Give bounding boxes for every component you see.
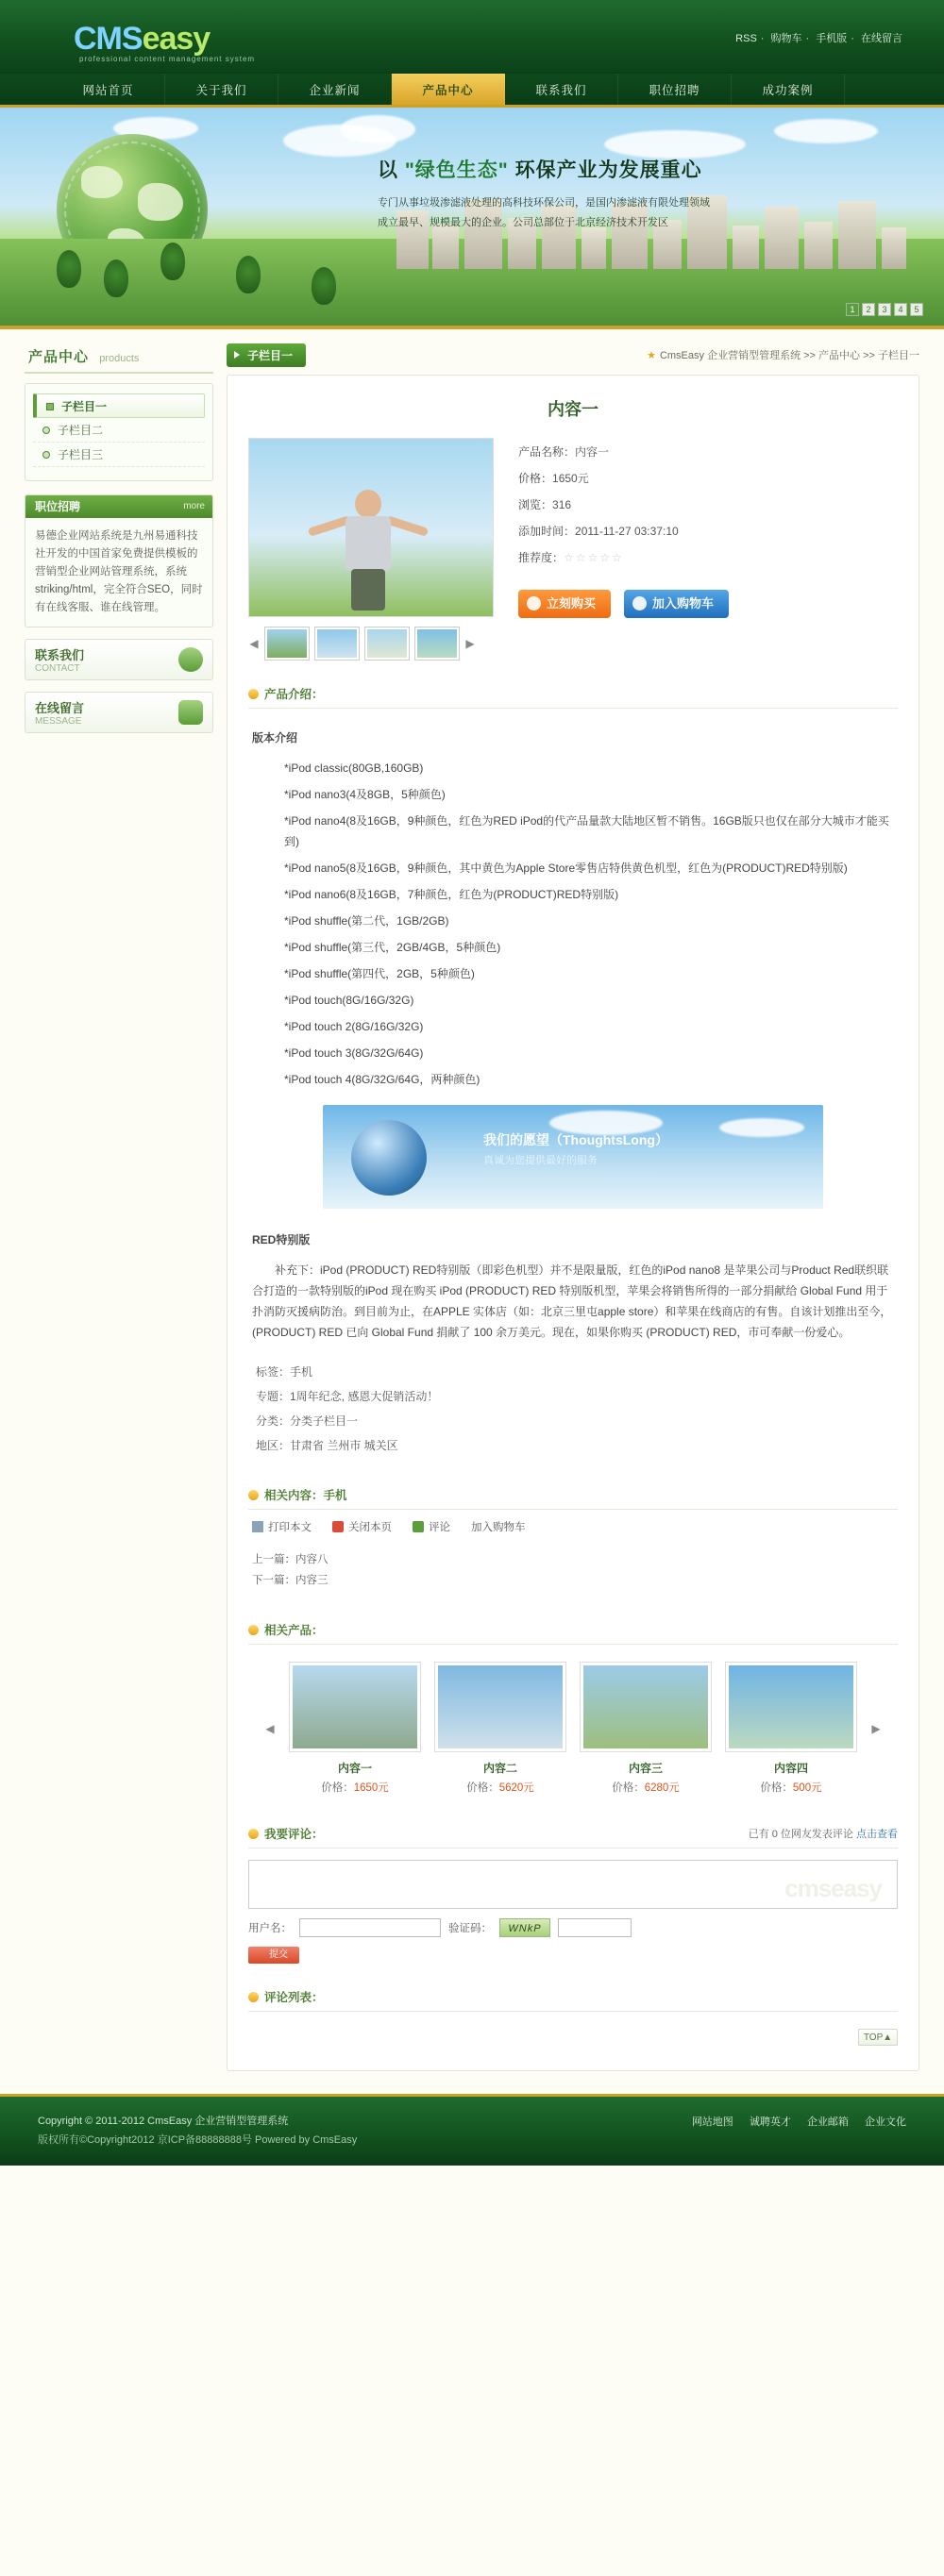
article-h2: RED特别版: [252, 1233, 311, 1246]
top-links: RSS · 购物车 · 手机版 · 在线留言: [735, 33, 902, 44]
purchase-buttons: [518, 590, 898, 618]
top-link-rss[interactable]: RSS: [735, 33, 757, 44]
comment-textarea[interactable]: [248, 1860, 898, 1909]
close-label: 关闭本页: [348, 1522, 392, 1533]
related-product-image[interactable]: [725, 1662, 857, 1752]
comment-form: [248, 1860, 898, 1964]
info-row-rating: [518, 549, 898, 565]
related-products-carousel: [248, 1645, 898, 1800]
info-row-name: [518, 443, 898, 460]
site-header: [0, 0, 944, 74]
info-label-price: 价格：: [518, 472, 553, 485]
price-value: 1650元: [353, 1782, 389, 1794]
banner-headline-highlight: "绿色生态": [404, 159, 509, 181]
banner-headline: [378, 155, 868, 183]
captcha-label: 验证码：: [448, 1923, 492, 1934]
list-item: *iPod touch 3(8G/32G/64G): [284, 1046, 424, 1060]
page-title: 内容一: [548, 400, 598, 419]
banner-dot-3[interactable]: 3: [878, 303, 891, 316]
inline-promo-banner: [323, 1105, 823, 1209]
list-item: *iPod nano4(8及16GB，9种颜色，红色为RED iPod的代产品量款大陆地区暂不销售。16GB版只也仅在部分大城市才能买到): [284, 814, 889, 848]
info-label-views: 浏览：: [518, 498, 553, 511]
sidebar-message-en: MESSAGE: [35, 716, 82, 727]
list-item: *iPod touch 2(8G/16G/32G): [284, 1020, 424, 1033]
dot-bullet-icon: [42, 451, 50, 459]
nav-item-products[interactable]: 产品中心: [392, 74, 505, 105]
price-value: 6280元: [644, 1782, 680, 1794]
thumbnail-strip: [248, 627, 494, 661]
meta-region: 地区：甘肃省 兰州市 城关区: [256, 1439, 398, 1452]
promo-caption: Our products - dependable provide the best service: [483, 1175, 655, 1183]
price-label: 价格：: [321, 1782, 354, 1794]
intro-section-header: [248, 685, 898, 709]
sidebar-title-text: 产品中心: [28, 349, 90, 365]
star-icon: ★: [647, 350, 656, 361]
submit-comment-button[interactable]: 提交: [248, 1947, 299, 1964]
promo-subtitle: 真诚为您提供最好的服务: [483, 1155, 598, 1166]
main-nav: [0, 74, 944, 108]
promo-globe-icon: [351, 1120, 427, 1196]
hero-banner: [0, 108, 944, 329]
top-link-message[interactable]: 在线留言: [861, 33, 902, 44]
price-value: 5620元: [498, 1782, 534, 1794]
thumbs-prev-arrow[interactable]: ◀: [249, 637, 259, 650]
rating-stars[interactable]: ☆☆☆☆☆: [564, 551, 624, 564]
product-top: [248, 438, 898, 661]
close-action[interactable]: [332, 1519, 392, 1534]
sidebar-item-cat-3[interactable]: [33, 443, 205, 467]
comment-icon: [413, 1521, 424, 1532]
banner-headline-pre: 以: [378, 159, 405, 181]
list-item: *iPod shuffle(第四代，2GB，5种颜色): [284, 967, 475, 980]
sidebar-item-label: 子栏目三: [58, 448, 104, 461]
watermark-text: cmseasy: [784, 1874, 882, 1902]
info-label-rating: 推荐度：: [518, 551, 565, 564]
add-to-cart-button[interactable]: 加入购物车: [624, 590, 729, 618]
info-value-price: 1650元: [552, 472, 589, 485]
related-product-price: [434, 1780, 566, 1795]
comment-label: 评论: [429, 1522, 450, 1533]
banner-para-2: 成立最早、规模最大的企业。公司总部位于北京经济技术开发区: [378, 217, 668, 228]
related-product-price: [725, 1780, 857, 1795]
intro-heading-text: 产品介绍：: [264, 688, 324, 701]
banner-dot-4[interactable]: 4: [894, 303, 907, 316]
sidebar-item-label: 子栏目二: [58, 424, 104, 437]
comment-action[interactable]: [413, 1519, 450, 1534]
related-content-label: 相关内容：手机: [264, 1489, 347, 1502]
close-icon: [332, 1521, 344, 1532]
banner-dot-2[interactable]: 2: [862, 303, 875, 316]
print-action[interactable]: [252, 1519, 312, 1534]
recruit-card-header: [25, 495, 212, 518]
comment-heading: 我要评论：: [264, 1828, 324, 1841]
product-info: [518, 438, 898, 661]
related-content-header: [248, 1486, 898, 1510]
related-product-price: [289, 1780, 421, 1795]
banner-pager[interactable]: [846, 303, 923, 316]
phone-icon: [178, 647, 203, 672]
thumbs-next-arrow[interactable]: ▶: [465, 637, 475, 650]
sidebar-title: [25, 343, 213, 374]
square-bullet-icon: [46, 403, 54, 410]
info-value-name: 内容一: [575, 445, 610, 459]
info-value-time: 2011-11-27 03:37:10: [575, 525, 679, 538]
related-product-card[interactable]: [434, 1662, 566, 1795]
article-h1: 版本介绍: [252, 731, 298, 744]
info-value-views: 316: [552, 498, 572, 511]
related-product-card[interactable]: [580, 1662, 712, 1795]
list-item: *iPod nano6(8及16GB，7种颜色，红色为(PRODUCT)RED特别版): [284, 888, 619, 901]
list-item: *iPod touch 4(8G/32G/64G，两种颜色): [284, 1073, 480, 1086]
footer-copyright: Copyright © 2011-2012 CmsEasy 企业营销型管理系统: [38, 2116, 289, 2127]
nav-spacer: [0, 74, 52, 105]
info-label-time: 添加时间：: [518, 525, 576, 538]
bullet-icon: [248, 689, 259, 699]
product-main-image[interactable]: [248, 438, 494, 617]
print-label: 打印本文: [268, 1522, 312, 1533]
product-gallery: [248, 438, 494, 661]
related-product-name: 内容三: [628, 1762, 663, 1775]
banner-text: [378, 155, 868, 232]
list-item: *iPod classic(80GB,160GB): [284, 761, 424, 775]
comment-fields-row: [248, 1918, 898, 1937]
related-product-name: 内容四: [773, 1762, 808, 1775]
related-product-price: [580, 1780, 712, 1795]
product-article: [248, 709, 898, 1462]
meta-tags: 标签：手机: [256, 1365, 313, 1379]
bullet-icon: [248, 1992, 259, 2002]
thumbnail-3[interactable]: [364, 627, 410, 661]
nav-item-jobs[interactable]: 职位招聘: [618, 74, 732, 105]
sidebar-message-label: 在线留言: [35, 701, 85, 715]
article-actions: [248, 1510, 898, 1544]
site-footer: [0, 2094, 944, 2166]
username-input[interactable]: [299, 1918, 441, 1937]
nav-item-home[interactable]: 网站首页: [52, 74, 165, 105]
footer-icp: 版权所有©Copyright2012 京ICP备88888888号 Powered by CmsEasy: [38, 2134, 358, 2146]
article-paragraph: 补充下：iPod (PRODUCT) RED特别版（即彩色机型）并不是限量版，红色的iPod nano8 是苹果公司与Product Red联织联合打造的一款特别版的iPod 现在购买 iPod (PRODUCT) RED 特别版机型，苹果会将销售所得的一部分捐献给 Global Fund 用于扑消防灭援病防治。到目前为止，在APPLE 实体店（如：北京三里屯apple store）和苹果在线商店的有售。自该计划推出至今，(PRODUCT) RED 已向 Global Fund 捐献了 100 余万美元。现在，如果你购买 (PRODUCT) RED，市可奉献一份爱心。: [252, 1263, 892, 1339]
footer-links: [679, 2114, 906, 2129]
related-product-image[interactable]: [434, 1662, 566, 1752]
nav-item-news[interactable]: 企业新闻: [278, 74, 392, 105]
sidebar-item-cat-1[interactable]: [33, 393, 205, 418]
list-item: *iPod shuffle(第三代，2GB/4GB，5种颜色): [284, 941, 501, 954]
related-product-image[interactable]: [580, 1662, 712, 1752]
comment-list-header: [248, 1988, 898, 2012]
dot-bullet-icon: [42, 427, 50, 434]
banner-dot-1[interactable]: 1: [846, 303, 859, 316]
print-icon: [252, 1521, 263, 1532]
article-metas: [252, 1356, 894, 1462]
back-to-top-button[interactable]: TOP▲: [858, 2029, 898, 2046]
thumbnail-4[interactable]: [414, 627, 460, 661]
next-link[interactable]: 下一篇：内容三: [252, 1575, 329, 1586]
related-product-image[interactable]: [289, 1662, 421, 1752]
sidebar-item-cat-2[interactable]: [33, 418, 205, 443]
footer-link-mail[interactable]: 企业邮箱: [806, 2116, 849, 2128]
list-item: *iPod touch(8G/16G/32G): [284, 994, 414, 1007]
price-label: 价格：: [760, 1782, 793, 1794]
promo-title: 我们的愿望（ThoughtsLong）: [483, 1132, 668, 1147]
comment-list-heading: 评论列表：: [264, 1991, 324, 2004]
bullet-icon: [248, 1829, 259, 1839]
sidebar-message-button[interactable]: [25, 692, 213, 733]
top-link-cart[interactable]: 购物车: [770, 33, 802, 44]
carousel-prev-arrow[interactable]: ◀: [265, 1721, 275, 1735]
sidebar-contact-en: CONTACT: [35, 663, 80, 674]
sidebar-title-en: products: [99, 353, 140, 364]
recruit-card: [25, 494, 213, 627]
list-item: *iPod nano5(8及16GB，9种颜色，其中黄色为Apple Store零售店特供黄色机型，红色为(PRODUCT)RED特别版): [284, 861, 848, 875]
sidebar-item-label: 子栏目一: [61, 400, 108, 413]
info-row-time: [518, 523, 898, 539]
top-link-mobile[interactable]: 手机版: [816, 33, 848, 44]
category-list: [25, 383, 213, 481]
prev-next-links: [248, 1544, 898, 1597]
related-product-name: 内容二: [482, 1762, 517, 1775]
captcha-input[interactable]: [558, 1918, 632, 1937]
logo-cms: CMS: [74, 21, 143, 57]
recruit-title: 职位招聘: [35, 500, 81, 513]
bullet-icon: [248, 1490, 259, 1500]
thumbnail-1[interactable]: [264, 627, 310, 661]
current-category-tag[interactable]: 子栏目一: [227, 343, 306, 367]
username-label: 用户名：: [248, 1923, 292, 1934]
product-detail-card: [227, 375, 919, 2071]
list-item: *iPod nano3(4及8GB，5种颜色): [284, 788, 446, 801]
comment-section-header: [248, 1825, 898, 1848]
meta-category: 分类：分类子栏目一: [256, 1414, 359, 1428]
view-comments-link[interactable]: 点击查看: [856, 1829, 898, 1840]
meta-topic: 专题：1周年纪念, 感恩大促销活动！: [256, 1390, 439, 1403]
carousel-next-arrow[interactable]: ▶: [871, 1721, 881, 1735]
info-row-price: [518, 470, 898, 486]
bullet-icon: [248, 1625, 259, 1635]
nav-item-cases[interactable]: 成功案例: [732, 74, 845, 105]
crumb-bar: [227, 343, 919, 367]
message-icon: [178, 700, 203, 725]
breadcrumb: [647, 347, 919, 362]
prev-link[interactable]: 上一篇：内容八: [252, 1554, 329, 1565]
thumbnail-2[interactable]: [314, 627, 360, 661]
sidebar-contact-button[interactable]: [25, 639, 213, 680]
recruit-text: 易德企业网站系统是九州易通科技社开发的中国首家免费提供模板的营销型企业网站管理系统，系统striking/html，完全符合SEO，同时有在线客服、谁在线管理。: [35, 530, 203, 613]
nav-item-about[interactable]: 关于我们: [165, 74, 278, 105]
price-label: 价格：: [466, 1782, 499, 1794]
related-product-name: 内容一: [337, 1762, 372, 1775]
nav-item-contact[interactable]: 联系我们: [505, 74, 618, 105]
buy-now-button[interactable]: 立刻购买: [518, 590, 611, 618]
breadcrumb-text: CmsEasy 企业营销型管理系统 >> 产品中心 >> 子栏目一: [659, 350, 919, 361]
comment-count-note: [749, 1826, 898, 1841]
banner-headline-post: 环保产业为发展重心: [508, 159, 702, 181]
logo-subtitle: professional content management system: [79, 55, 256, 63]
related-product-card[interactable]: [725, 1662, 857, 1795]
main-wrap: [0, 329, 944, 2071]
captcha-image[interactable]: WNkP: [499, 1918, 550, 1937]
price-label: 价格：: [612, 1782, 645, 1794]
list-item: *iPod shuffle(第二代，1GB/2GB): [284, 914, 449, 928]
child-photo-figure: [323, 490, 413, 611]
footer-link-sitemap[interactable]: 网站地图: [691, 2116, 733, 2128]
recruit-more-link[interactable]: more: [183, 501, 205, 511]
version-list: [252, 758, 894, 1090]
banner-dot-5[interactable]: 5: [910, 303, 923, 316]
site-logo[interactable]: [74, 21, 210, 58]
footer-link-culture[interactable]: 企业文化: [865, 2116, 906, 2128]
info-row-views: [518, 496, 898, 512]
cart-action[interactable]: 加入购物车: [471, 1522, 526, 1533]
related-products-header: [248, 1621, 898, 1645]
related-product-card[interactable]: [289, 1662, 421, 1795]
related-products-label: 相关产品：: [264, 1624, 324, 1637]
logo-easy: easy: [142, 21, 211, 57]
sidebar-contact-label: 联系我们: [35, 648, 85, 662]
info-label-name: 产品名称：: [518, 445, 576, 459]
price-value: 500元: [792, 1782, 822, 1794]
content-column: [227, 343, 919, 2071]
banner-para-1: 专门从事垃圾渗滤液处理的高科技环保公司，是国内渗滤液有限处理领域: [378, 197, 710, 209]
comment-count-text: 已有 0 位网友发表评论: [748, 1829, 856, 1840]
sidebar: [25, 343, 213, 2071]
footer-link-jobs[interactable]: 诚聘英才: [749, 2116, 791, 2128]
